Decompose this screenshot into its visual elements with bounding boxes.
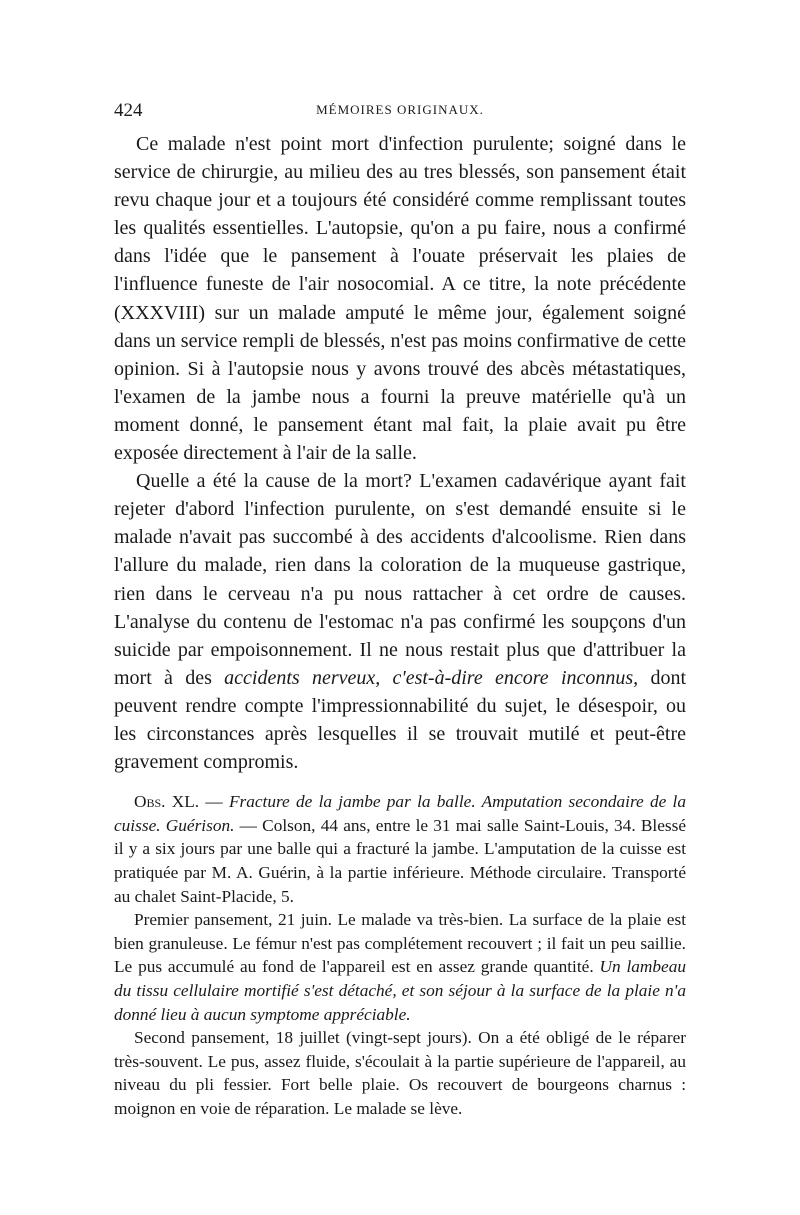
observation-intro-text: — Colson, 44 ans, entre le 31 mai salle Saint-Louis, 34. Blessé il y a six jours par une balle qui a fracturé la jambe. L'amputation de la cuisse est pratiquée par M. A. Guérin, à la partie inférieure. Méthode circulaire. Transporté au chalet Saint-Placide, 5. — [114, 815, 686, 906]
first-dressing — [114, 908, 686, 1026]
observation-dash: — — [199, 792, 229, 812]
main-text — [114, 130, 686, 776]
running-head — [114, 100, 686, 124]
observation-title: Fracture de la jambe par la balle. Amputation secondaire de la cuisse. Guérison. — [114, 792, 686, 835]
paragraph-cause-of-death — [114, 467, 686, 776]
page-number: 424 — [114, 100, 143, 121]
paragraph-autopsy: Ce malade n'est point mort d'infection purulente; soigné dans le service de chirurgie, au milieu des au tres blessés, son pansement était revu chaque jour et a toujours été considéré comme remplissant toutes les qualités essentielles. L'autopsie, qu'on a pu faire, nous a confirmé dans l'idée que le pansement à l'ouate préservait les plaies de l'influence funeste de l'air nosocomial. A ce titre, la note précédente (XXXVIII) sur un malade amputé le même jour, également soigné dans un service rempli de blessés, n'est pas moins confirmative de cette opinion. Si à l'autopsie nous y avons trouvé des abcès métastatiques, l'examen de la jambe nous a fourni la preuve matérielle qu'à un moment donné, le pansement étant mal fait, la plaie avait pu être exposée directement à l'air de la salle. — [114, 133, 686, 465]
observation-intro — [114, 790, 686, 908]
second-dressing: Second pansement, 18 juillet (vingt-sept jours). On a été obligé de le réparer très-souvent. Le pus, assez fluide, s'écoulait à la partie supérieure de l'appareil, au niveau du pli fessier. Fort belle plaie. Os recouvert de bourgeons charnus : moignon en voie de réparation. Le malade se lève. — [114, 1028, 686, 1118]
observation-label: Obs. XL. — [134, 792, 200, 812]
running-head-title: MÉMOIRES ORIGINAUX. — [316, 102, 484, 117]
italic-nervous-accidents: accidents nerveux, c'est-à-dire encore inconnus, — [224, 666, 639, 689]
first-dressing-text: Premier pansement, 21 juin. Le malade va très-bien. La surface de la plaie est bien granuleuse. Le fémur n'est pas complétement recouvert ; il fait un peu saillie. Le pus accumulé au fond de l'appareil est en assez grande quantité. — [114, 910, 686, 977]
book-page — [114, 100, 686, 1120]
first-dressing-italic: Un lambeau du tissu cellulaire mortifié s'est détaché, et son séjour à la surface de la plaie n'a donné lieu à aucun symptome appréciable. — [114, 957, 686, 1024]
observation-xl — [114, 790, 686, 1120]
paragraph-cause-end: dont peuvent rendre compte l'impressionnabilité du sujet, le désespoir, ou les circonstances après lesquelles il se trouvait mutilé et peut-être gravement compromis. — [114, 666, 686, 774]
paragraph-cause-start: Quelle a été la cause de la mort? L'examen cadavérique ayant fait rejeter d'abord l'infection purulente, on s'est demandé ensuite si le malade n'avait pas succombé à des accidents d'alcoolisme. Rien dans l'allure du malade, rien dans la coloration de la muqueuse gastrique, rien dans le cerveau n'a pu nous rattacher à cet ordre de causes. L'analyse du contenu de l'estomac n'a pas confirmé les soupçons d'un suicide par empoisonnement. Il ne nous restait plus que d'attribuer la mort à des — [114, 470, 686, 689]
